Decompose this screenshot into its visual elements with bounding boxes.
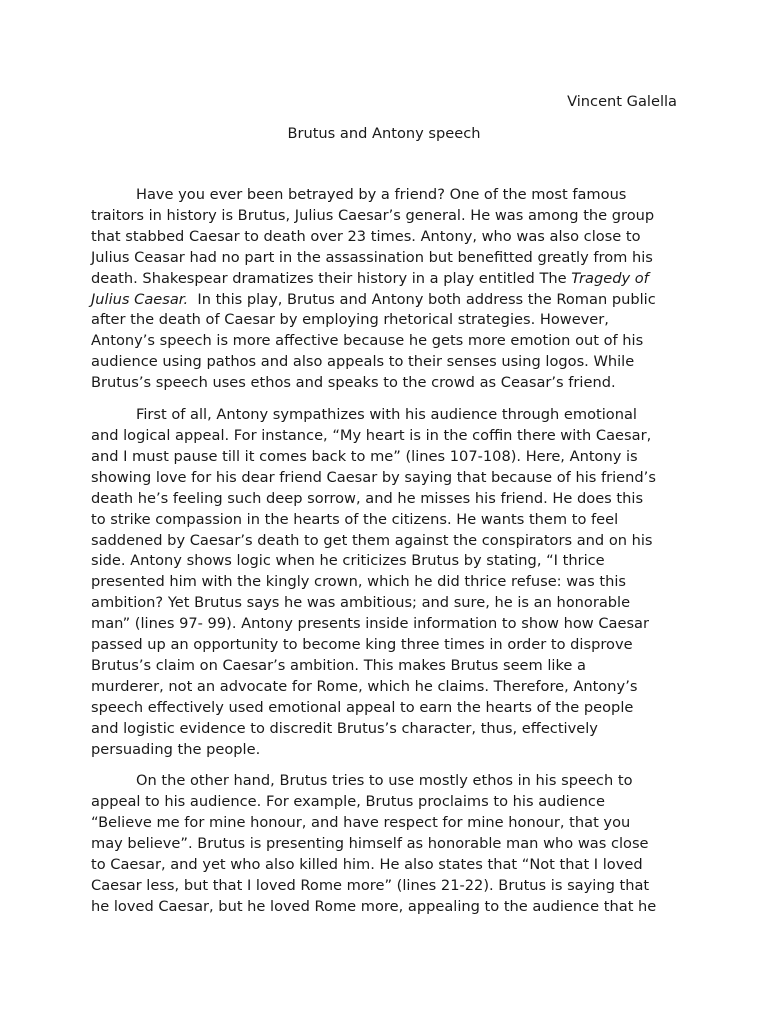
essay-body [91,185,679,929]
paragraph-1 [91,185,679,394]
paragraph-line: after the death of Caesar by employing rhetorical strategies. However, [91,311,609,329]
paragraph-line: presented him with the kingly crown, which he did thrice refuse: was this [91,573,626,591]
paragraph-line: that stabbed Caesar to death over 23 times. Antony, who was also close to [91,227,641,245]
paragraph-line: speech effectively used emotional appeal to earn the hearts of the people [91,698,634,716]
paragraph-2 [91,405,679,760]
paragraph-line: Antony’s speech is more affective because he gets more emotion out of his [91,332,644,350]
paragraph-3 [91,771,679,917]
paragraph-line: side. Antony shows logic when he criticizes Brutus by stating, “I thrice [91,552,605,570]
paragraph-line: Have you ever been betrayed by a friend? One of the most famous [136,186,627,203]
paragraph-line: audience using pathos and also appeals to their senses using logos. While [91,353,635,371]
paragraph-line: may believe”. Brutus is presenting himself as honorable man who was close [91,835,649,853]
play-title-italic: Julius Caesar. [91,290,189,308]
paragraph-line: and logical appeal. For instance, “My heart is in the coffin there with Caesar, [91,426,652,444]
paragraph-line: murderer, not an advocate for Rome, which he claims. Therefore, Antony’s [91,677,638,695]
paragraph-line: and logistic evidence to discredit Brutus’s character, thus, effectively [91,719,598,737]
paragraph-line-with-italic [91,269,679,290]
paragraph-line: passed up an opportunity to become king three times in order to disprove [91,636,633,654]
document-title: Brutus and Antony speech [287,125,481,142]
paragraph-line: death he’s feeling such deep sorrow, and he misses his friend. He does this [91,489,644,507]
paragraph-line: and I must pause till it comes back to me” (lines 107-108). Here, Antony is [91,447,638,465]
paragraph-line: to strike compassion in the hearts of the citizens. He wants them to feel [91,510,619,528]
paragraph-line: traitors in history is Brutus, Julius Caesar’s general. He was among the group [91,206,655,224]
paragraph-line: to Caesar, and yet who also killed him. He also states that “Not that I loved [91,856,643,874]
paragraph-line: Brutus’s claim on Caesar’s ambition. This makes Brutus seem like a [91,656,586,674]
paragraph-line: he loved Caesar, but he loved Rome more, appealing to the audience that he [91,897,657,915]
paragraph-text: In this play, Brutus and Antony both address the Roman public [188,290,656,308]
paragraph-line: appeal to his audience. For example, Brutus proclaims to his audience [91,793,605,811]
paragraph-line: saddened by Caesar’s death to get them against the conspirators and on his [91,531,653,549]
paragraph-line: Caesar less, but that I loved Rome more” (lines 21-22). Brutus is saying that [91,877,650,894]
paragraph-line-with-italic [91,290,679,311]
play-title-italic: Tragedy of [571,269,649,287]
author-name: Vincent Galella [567,93,677,110]
paragraph-line: man” (lines 97- 99). Antony presents inside information to show how Caesar [91,615,649,633]
paragraph-line: “Believe me for mine honour, and have respect for mine honour, that you [91,814,631,832]
paragraph-line: Brutus’s speech uses ethos and speaks to the crowd as Ceasar’s friend. [91,374,616,392]
paragraph-line: First of all, Antony sympathizes with his audience through emotional [136,406,637,424]
paragraph-line: ambition? Yet Brutus says he was ambitious; and sure, he is an honorable [91,594,631,612]
paragraph-line: showing love for his dear friend Caesar by saying that because of his friend’s [91,468,656,486]
paragraph-text: death. Shakespear dramatizes their history in a play entitled The [91,269,572,287]
paragraph-line: persuading the people. [91,740,261,758]
paragraph-line: Julius Ceasar had no part in the assassination but benefitted greatly from his [91,248,653,266]
paragraph-line: On the other hand, Brutus tries to use mostly ethos in his speech to [136,772,633,790]
